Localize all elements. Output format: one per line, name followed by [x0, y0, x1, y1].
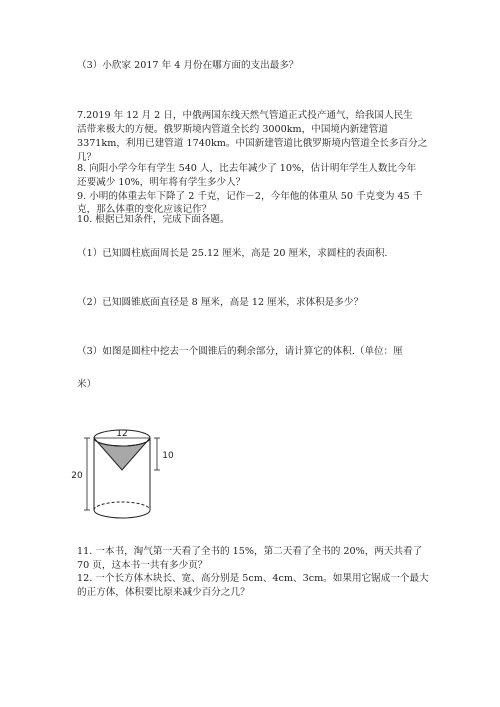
question-7-line-1: 7.2019 年 12 月 2 日，中俄两国东线天然气管道正式投产通气，给我国人民生 — [77, 110, 413, 121]
cylinder-cone-diagram — [68, 428, 178, 528]
question-11-line-2: 70 页，这本书一共有多少页？ — [77, 560, 208, 571]
question-12-line-2: 的正方体，体积要比原来减少百分之几？ — [77, 587, 250, 598]
question-10-part-2: （2）已知圆锥底面直径是 8 厘米，高是 12 厘米，求体积是多少？ — [77, 297, 364, 308]
question-12-line-1: 12. 一个长方体木块长、宽、高分别是 5cm、4cm、3cm。如果用它锯成一个最大 — [77, 573, 429, 584]
cylinder-bottom-front — [94, 510, 150, 518]
cone-height-label: 10 — [162, 451, 174, 461]
question-9-line-2: 克，那么体重的变化应该记作？ — [77, 204, 212, 215]
diameter-label: 12 — [116, 429, 128, 439]
height-label: 20 — [71, 471, 83, 481]
question-7-line-4: 几？ — [77, 152, 97, 163]
question-7-line-3: 3371km，利用已建管道 1740km。中国新建管道比俄罗斯境内管道全长多百分之 — [77, 138, 428, 149]
cone-shape — [94, 438, 150, 470]
question-11-line-1: 11. 一本书，淘气第一天看了全书的 15%，第二天看了全书的 20%，两天共看了 — [77, 546, 423, 557]
question-10-part-1: （1）已知圆柱底面周长是 25.12 厘米，高是 20 厘米，求圆柱的表面积. — [77, 248, 388, 259]
cylinder-bottom-back — [94, 502, 150, 510]
question-10-heading: 10. 根据已知条件，完成下面各题。 — [77, 214, 230, 225]
cylinder-cone-figure — [68, 428, 178, 533]
question-8-line-2: 还要减少 10%，明年将有学生多少人？ — [77, 177, 246, 188]
question-10-part-3-line-1: （3）如图是圆柱中挖去一个圆锥后的剩余部分，请计算它的体积.（单位：厘 — [77, 346, 403, 357]
question-7-line-2: 活带来极大的方便。俄罗斯境内管道全长约 3000km，中国境内新建管道 — [77, 124, 388, 135]
question-3-subpart: （3）小欣家 2017 年 4 月份在哪方面的支出最多？ — [77, 60, 299, 71]
question-10-part-3-line-2: 米） — [77, 379, 97, 390]
question-9-line-1: 9. 小明的体重去年下降了 2 千克，记作－2，今年他的体重从 50 千克变为 45 千 — [77, 191, 423, 202]
question-8-line-1: 8. 向阳小学今年有学生 540 人，比去年减少了 10%，估计明年学生人数比今年 — [77, 163, 417, 174]
